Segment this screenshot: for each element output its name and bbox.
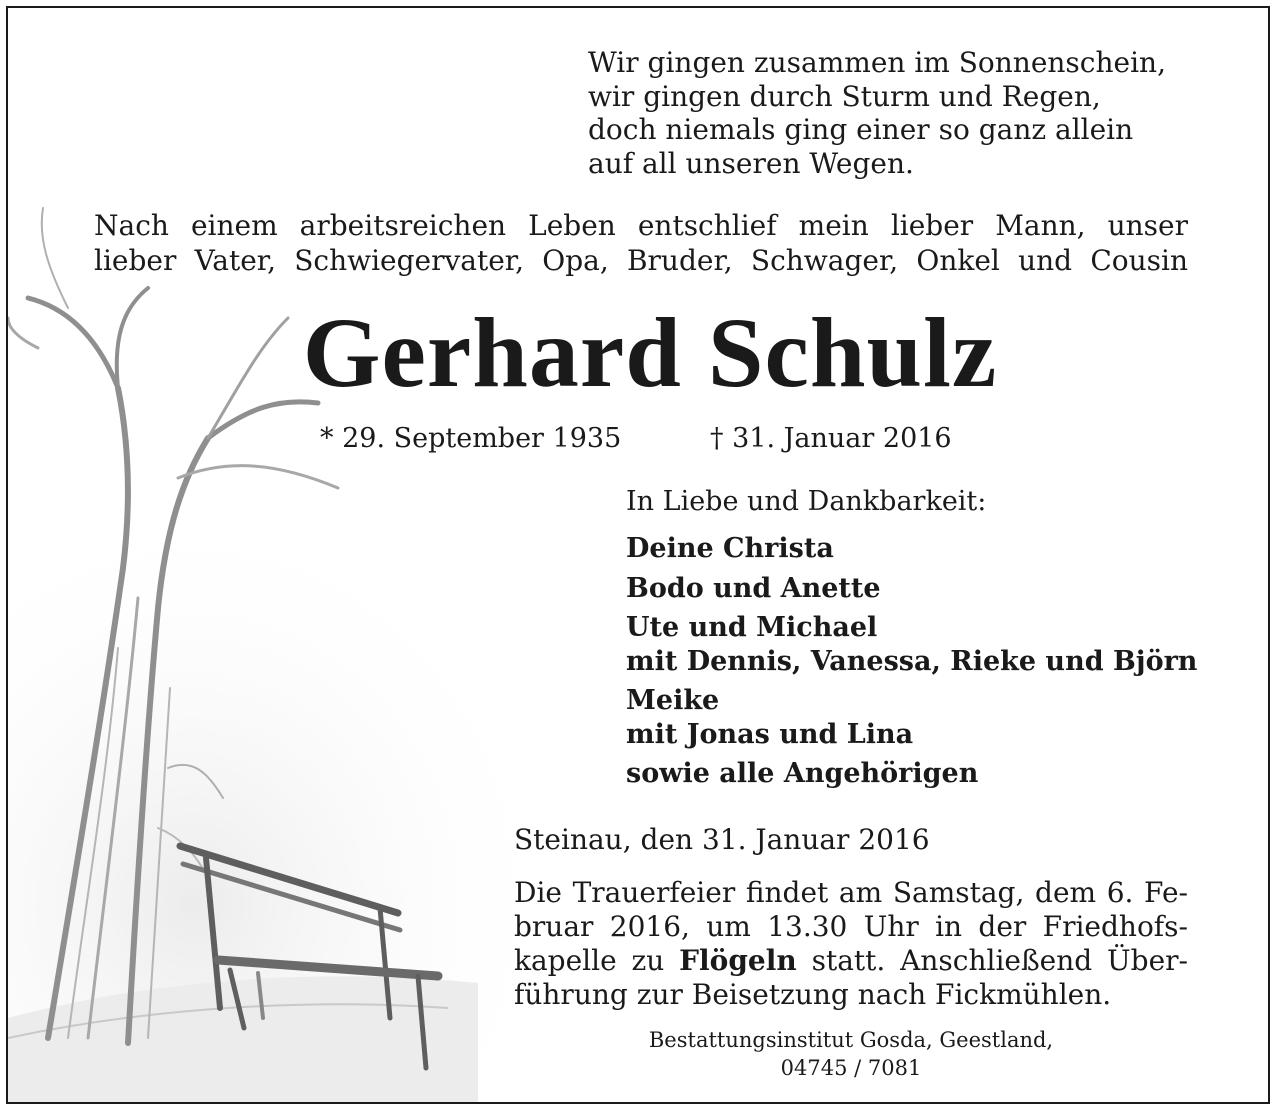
funeral-text: kapelle zu <box>514 944 680 977</box>
deceased-name: Gerhard Schulz <box>302 297 998 408</box>
birth-date: * 29. September 1935 <box>320 423 622 454</box>
death-date: † 31. Januar 2016 <box>710 423 952 454</box>
poem-line: wir gingen durch Sturm und Regen, <box>588 79 1101 113</box>
undertaker-info <box>514 1026 1188 1082</box>
poem-line: auf all unseren Wegen. <box>588 146 914 180</box>
funeral-location: Flögeln <box>679 944 797 977</box>
family-group <box>626 757 1197 791</box>
intro-line: Nach einem arbeitsreichen Leben entschlief mein lieber Mann, unser <box>94 209 1188 242</box>
intro-line: lieber Vater, Schwiegervater, Opa, Bruder, Schwager, Onkel und Cousin <box>94 244 1188 277</box>
family-group <box>626 611 1197 678</box>
funeral-line: führung zur Beisetzung nach Fickmühlen. <box>514 978 1112 1011</box>
funeral-text: statt. Anschließend Über- <box>796 944 1188 977</box>
family-member: sowie alle Angehörigen <box>626 758 979 789</box>
family-member: Meike <box>626 685 720 716</box>
family-member: mit Jonas und Lina <box>626 718 914 750</box>
family-member: mit Dennis, Vanessa, Rieke und Björn <box>626 645 1198 677</box>
family-group <box>626 572 1197 606</box>
obituary-frame <box>6 6 1270 1104</box>
funeral-line: Die Trauerfeier findet am Samstag, dem 6. Fe- <box>514 876 1188 909</box>
funeral-line <box>514 944 1188 978</box>
family-group <box>626 532 1197 566</box>
poem-line: Wir gingen zusammen im Sonnenschein, <box>588 46 1166 79</box>
family-list <box>626 532 1197 797</box>
funeral-notice <box>514 876 1188 1012</box>
family-member: Bodo und Anette <box>626 572 881 604</box>
family-member: Deine Christa <box>626 533 834 564</box>
undertaker-name: Bestattungsinstitut Gosda, Geestland, <box>648 1028 1054 1052</box>
family-member: Ute und Michael <box>626 612 878 643</box>
intro-text <box>94 208 1188 278</box>
poem-line: doch niemals ging einer so ganz allein <box>588 113 1134 146</box>
funeral-line: bruar 2016, um 13.30 Uhr in der Friedhofs- <box>514 910 1188 943</box>
family-group <box>626 684 1197 751</box>
thanks-line: In Liebe und Dankbarkeit: <box>626 486 987 517</box>
undertaker-phone: 04745 / 7081 <box>780 1056 922 1080</box>
poem <box>588 46 1166 180</box>
place-and-date: Steinau, den 31. Januar 2016 <box>514 823 930 856</box>
